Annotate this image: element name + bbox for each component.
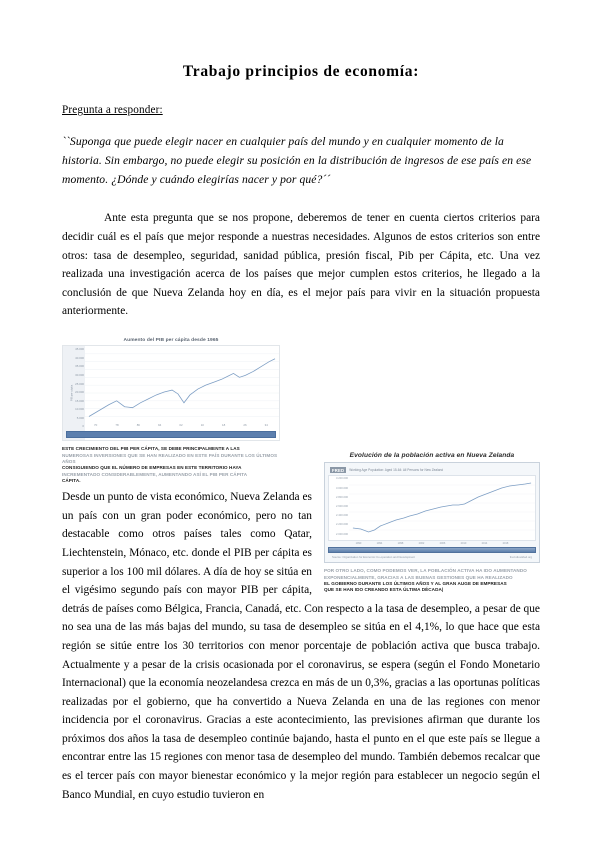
chart1-y-tick: 25.000 xyxy=(75,381,84,386)
chart1-x-tick: 94 xyxy=(158,423,162,428)
chart1-y-tick: 45.000 xyxy=(75,347,84,352)
chart-poblacion-activa xyxy=(324,462,540,563)
chart1-y-tick: 5.000 xyxy=(76,415,84,420)
figure2-caption-line: EXPONENCIALMENTE, GRACIAS A LAS BUENAS GESTIONES QUE HA REALIZADO xyxy=(324,574,513,580)
chart1-y-tick: 40.000 xyxy=(75,355,84,360)
chart1-y-tick: 20.000 xyxy=(75,390,84,395)
chart1-x-ticks xyxy=(85,423,277,427)
chart2-x-tick: 1998 xyxy=(397,542,404,546)
page-title: Trabajo principios de economía: xyxy=(182,63,420,80)
chart1-y-tick: 30.000 xyxy=(75,373,84,378)
chart2-y-tick: 2.800.000 xyxy=(336,495,348,499)
chart2-x-tick: 1994 xyxy=(376,542,383,546)
chart2-footer xyxy=(328,553,536,559)
chart1-gridlines xyxy=(85,354,279,417)
chart1-y-tick: 35.000 xyxy=(75,364,84,369)
chart2-y-tick: 2.400.000 xyxy=(336,514,348,518)
figure-pib-per-capita xyxy=(62,338,280,484)
chart2-x-ticks xyxy=(328,542,536,545)
figure1-caption-line: INCREMENTADO CONSIDERABLEMENTE, AUMENTANDO ASÍ EL PIB PER CÁPITA xyxy=(62,471,248,477)
figure2-caption xyxy=(324,568,540,593)
chart1-y-axis-label: PIB per cápita xyxy=(70,385,74,402)
question-heading: Pregunta a responder: xyxy=(62,104,163,117)
fred-logo: FRED xyxy=(332,467,345,473)
chart2-y-tick: 3.000.000 xyxy=(336,486,348,490)
chart2-x-tick: 2002 xyxy=(418,542,425,546)
chart2-y-tick: 2.000.000 xyxy=(336,532,348,536)
paragraph-intro: Ante esta pregunta que se nos propone, deberemos de tener en cuenta ciertos criterios para decidir cuál es el país que mejor responde a nuestras necesidades. Algunos de estos criterios son entre otros: tasa de desempleo, seguridad, sanidad pública, presión fiscal, Pib per Cápita, etc. Una vez realizada una investigación acerca de los países que mejor cumplen estos criterios, he llegado a la conclusión de que Nueva Zelanda hoy en día, es el mejor país para vivir en la situación propuesta anteriormente. xyxy=(62,212,540,318)
chart1-x-tick: 18 xyxy=(222,423,226,428)
chart1-plot-area xyxy=(62,345,280,441)
chart2-y-tick: 3.200.000 xyxy=(336,477,348,481)
chart2-source-note: Source: Organization for Economic Co-operation and Development xyxy=(332,555,416,560)
figure-poblacion-activa xyxy=(324,452,540,593)
chart2-title: Evolución de la población activa en Nueva Zelanda xyxy=(349,452,515,460)
paragraph-main-body: Desde un punto de vista económico, Nueva Zelanda es un país con un gran poder económico, pero no tan destacable como otros países tales como Qatar, Liechtenstein, Mónaco, etc. donde el PIB per cápita es superior a los 100 mil dólares. A día de hoy se sitúa en el vigésimo segundo país con mayor PIB per cápita, detrás de países como Bélgica, Francia, Canadá, etc. Con respecto a la tasa de desempleo, a pesar de que no sea una de las más bajas del mundo, su tasa de desempleo se sitúa en el 4,1%, lo que hace que esta región se sitúe entre los 30 territorios con menor porcentaje de población activa que busca trabajo. Actualmente y a pesar de la crisis ocasionada por el coronavirus, se espera (según el Fondo Monetario Internacional) que la economía neozelandesa crezca en más de un 0,3%, gracias a las oportunas políticas realizadas por el gobierno, que ha convertido a Nueva Zelanda en una de las regiones con menor incidencia por el coronavirus. Gracias a este acontecimiento, las previsiones afirman que durante los próximos dos años la tasa de desempleo continúe bajando, hasta el punto en el que este país se llegue a encontrar entre las 15 regiones con menor tasa de desempleo del mundo. También debemos recalcar que es el tercer país con mayor bienestar económico y la mejor región para establecer un negocio según el Banco Mundial, en cuyo estudio tuvieron en xyxy=(62,491,540,801)
chart1-title: Aumento del PIB per cápita desde 1965 xyxy=(123,338,219,344)
chart2-x-tick: 2006 xyxy=(439,542,446,546)
figure2-caption-line: QUE SE HAN IDO CREANDO ESTA ÚLTIMA DÉCADA| xyxy=(324,587,444,593)
chart2-series-area xyxy=(349,476,535,540)
figure1-caption-line: ESTE CRECIMIENTO DEL PIB PER CÁPITA, SE DEBE PRINCIPALMENTE A LAS xyxy=(62,446,240,452)
chart2-y-ticks xyxy=(336,478,348,536)
figure1-caption-line: CÁPITA. xyxy=(62,477,81,483)
chart2-plot-area xyxy=(328,475,536,541)
chart2-widget-header xyxy=(328,466,536,475)
figure1-caption-line: CONSIGUIENDO QUE EL NÚMERO DE EMPRESAS EN ESTE TERRITORIO HAYA xyxy=(62,465,242,471)
chart2-y-tick: 2.600.000 xyxy=(336,504,348,508)
chart2-brand-note: fred.stlouisfed.org xyxy=(509,555,532,560)
figure1-caption-line: NUMEROSAS INVERSIONES QUE SE HAN REALIZADO EN ESTE PAÍS DURANTE LOS ÚLTIMOS AÑOS xyxy=(62,452,278,464)
chart1-x-tick: 78 xyxy=(115,423,119,428)
chart2-gridlines xyxy=(349,485,535,530)
chart1-x-tick: 10 xyxy=(200,423,204,428)
chart1-x-tick: 26 xyxy=(243,423,247,428)
chart1-y-tick: 0 xyxy=(82,424,84,429)
chart1-x-tick: 02 xyxy=(179,423,183,428)
chart2-x-tick: 2018 xyxy=(502,542,509,546)
chart2-line-svg xyxy=(349,476,535,540)
chart1-x-tick: 34 xyxy=(264,423,268,428)
chart2-y-axis xyxy=(329,476,349,540)
chart-pib-per-capita xyxy=(62,338,280,441)
chart1-y-ticks xyxy=(75,348,84,428)
chart2-x-tick: 1990 xyxy=(355,542,362,546)
chart1-data-line xyxy=(89,359,275,417)
figure2-caption-line: EL GOBIERNO DURANTE LOS ÚLTIMOS AÑOS Y AL GRAN AUGE DE EMPRESAS xyxy=(324,581,507,586)
chart2-y-tick: 2.200.000 xyxy=(336,523,348,527)
chart1-y-tick: 15.000 xyxy=(75,398,84,403)
body-flow-region xyxy=(62,332,540,804)
chart1-y-axis xyxy=(63,346,85,440)
chart1-x-tick: 70 xyxy=(94,423,98,428)
chart1-horizontal-scrollbar[interactable] xyxy=(66,431,276,438)
question-quote: ``Suponga que puede elegir nacer en cualquier país del mundo y en cualquier momento de la historia. Sin embargo, no puede elegir su posición en la distribución de ingresos de ese país en ese momento. ¿Dónde y cuándo elegirías nacer y por qué?´´ xyxy=(62,135,532,186)
chart2-x-tick: 2010 xyxy=(460,542,467,546)
chart1-x-tick: 86 xyxy=(136,423,140,428)
chart2-series-name: Working Age Population: Aged 15-64: All Persons for New Zealand xyxy=(349,468,444,473)
chart2-x-tick: 2014 xyxy=(481,542,488,546)
chart2-data-line xyxy=(353,483,531,532)
figure1-caption xyxy=(62,446,280,484)
figure2-caption-line: POR OTRO LADO, COMO PODEMOS VER, LA POBLACIÓN ACTIVA HA IDO AUMENTANDO xyxy=(324,568,527,574)
chart1-y-tick: 10.000 xyxy=(75,407,84,412)
